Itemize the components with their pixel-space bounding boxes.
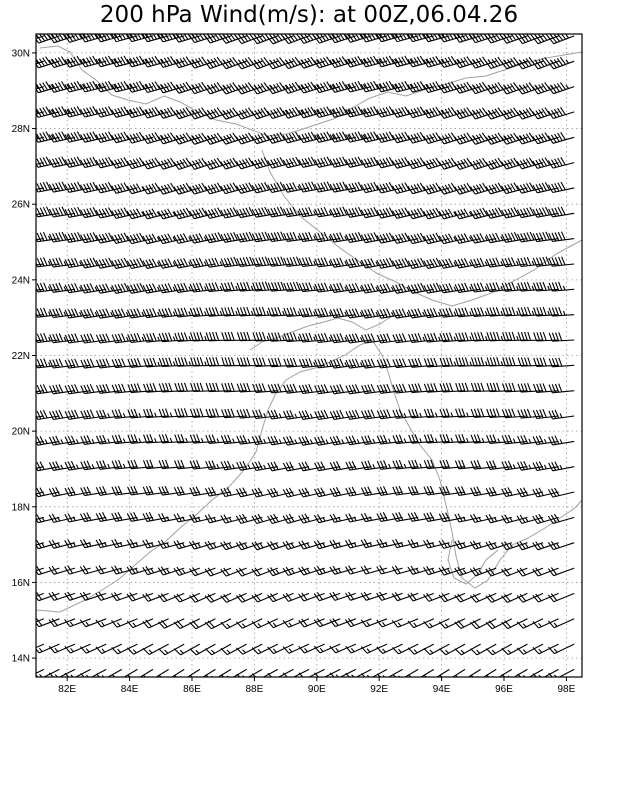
- wind-barb: [377, 539, 403, 547]
- wind-barb: [127, 539, 153, 548]
- wind-barb: [440, 669, 465, 681]
- wind-barb: [111, 592, 137, 600]
- y-tick-label: 26N: [11, 199, 30, 211]
- wind-barb: [268, 669, 294, 679]
- wind-barb: [439, 259, 465, 269]
- wind-barb: [392, 132, 418, 143]
- wind-barb: [361, 539, 387, 547]
- wind-barb: [455, 644, 481, 655]
- wind-barb: [455, 133, 481, 144]
- wind-barb: [127, 132, 153, 143]
- wind-barb: [424, 158, 450, 169]
- wind-barb: [548, 593, 574, 601]
- y-tick-label: 28N: [11, 124, 30, 136]
- x-tick-label: 86E: [183, 684, 201, 695]
- y-tick-label: 24N: [11, 275, 30, 287]
- wind-barb: [439, 133, 465, 144]
- wind-barb: [392, 183, 418, 194]
- wind-barb: [548, 619, 574, 628]
- wind-barb: [65, 461, 91, 470]
- wind-barb: [159, 669, 184, 681]
- wind-barb: [159, 644, 185, 655]
- wind-barb: [96, 106, 122, 117]
- wind-barb: [34, 488, 60, 497]
- wind-barb: [408, 539, 434, 548]
- wind-barb: [18, 488, 44, 497]
- map-title: 200 hPa Wind(m/s): at 00Z,06.04.26: [99, 2, 519, 28]
- wind-barb: [299, 462, 325, 471]
- wind-barb: [190, 158, 216, 169]
- wind-barb: [143, 669, 168, 681]
- wind-barb: [408, 158, 434, 169]
- wind-barb: [143, 132, 169, 143]
- wind-barb: [96, 644, 122, 653]
- wind-barb: [549, 644, 575, 654]
- wind-barb: [548, 488, 574, 497]
- wind-barb: [471, 233, 497, 243]
- x-tick-label: 92E: [370, 684, 389, 695]
- wind-barb: [439, 158, 465, 169]
- wind-barb: [299, 669, 325, 679]
- wind-barb: [315, 436, 341, 445]
- wind-barb: [361, 644, 387, 653]
- wind-barb: [361, 669, 387, 679]
- wind-barb: [112, 644, 138, 654]
- wind-barb: [112, 157, 138, 168]
- wind-barb: [158, 567, 184, 575]
- wind-barb: [518, 669, 544, 680]
- wind-barb: [315, 462, 341, 471]
- wind-barb: [346, 669, 372, 679]
- wind-barb: [65, 669, 91, 679]
- wind-barb: [393, 669, 418, 680]
- wind-barb: [377, 669, 403, 680]
- wind-barb: [190, 233, 216, 243]
- wind-barb: [112, 539, 138, 547]
- wind-barb: [190, 669, 215, 681]
- wind-barb: [548, 132, 574, 143]
- wind-barb: [361, 513, 387, 522]
- wind-barb: [548, 568, 574, 576]
- wind-barb: [81, 669, 107, 679]
- wind-barb: [158, 183, 184, 194]
- wind-barb: [502, 669, 528, 680]
- wind-barb: [252, 669, 278, 680]
- wind-barb: [392, 157, 418, 168]
- wind-barb: [143, 644, 169, 654]
- wind-barb: [175, 669, 200, 681]
- wind-barb: [127, 158, 153, 169]
- wind-barb: [549, 410, 574, 419]
- wind-barb: [549, 462, 575, 471]
- wind-barb: [346, 487, 372, 496]
- wind-barb: [143, 183, 169, 194]
- wind-barb: [455, 669, 480, 681]
- wind-barb: [315, 488, 341, 497]
- wind-barb: [268, 488, 294, 497]
- wind-barb: [112, 132, 138, 143]
- wind-barb: [408, 132, 434, 143]
- wind-barb: [205, 541, 231, 549]
- wind-barb: [408, 669, 433, 680]
- wind-barb: [548, 107, 574, 118]
- wind-barb: [81, 513, 107, 522]
- wind-barb: [174, 258, 200, 268]
- wind-barb: [549, 182, 575, 193]
- wind-barb: [49, 487, 75, 496]
- wind-barb: [174, 158, 200, 169]
- wind-barb: [330, 669, 356, 679]
- wind-barb: [548, 157, 574, 168]
- wind-barb: [158, 158, 184, 169]
- wind-barb: [34, 436, 60, 445]
- wind-barb: [96, 592, 122, 600]
- x-tick-label: 98E: [557, 684, 576, 695]
- wind-barb: [34, 462, 60, 471]
- x-tick-label: 82E: [58, 684, 77, 695]
- wind-barb: [424, 669, 449, 681]
- wind-barb: [424, 644, 450, 655]
- x-tick-label: 94E: [432, 684, 451, 695]
- wind-barb: [112, 669, 137, 680]
- wind-barb: [440, 644, 466, 655]
- wind-barb: [159, 259, 185, 269]
- wind-barb: [549, 436, 575, 445]
- x-tick-label: 84E: [120, 684, 139, 695]
- wind-barb: [549, 207, 575, 217]
- wind-barb: [377, 106, 403, 117]
- wind-barb: [283, 488, 309, 497]
- wind-barb: [393, 644, 419, 654]
- wind-barb: [471, 644, 497, 655]
- y-tick-label: 14N: [11, 653, 30, 665]
- wind-barb: [65, 487, 91, 496]
- y-tick-label: 18N: [11, 502, 30, 514]
- wind-barb: [283, 669, 309, 679]
- wind-barb: [377, 644, 403, 653]
- wind-barb: [49, 669, 75, 679]
- coastline: [36, 46, 582, 612]
- wind-barb: [299, 488, 325, 497]
- y-tick-label: 22N: [11, 351, 30, 362]
- wind-barb: [455, 158, 481, 169]
- y-tick-label: 20N: [11, 426, 30, 438]
- wind-barb: [408, 183, 434, 194]
- wind-barb: [393, 539, 419, 547]
- wind-barb: [346, 461, 371, 470]
- wind-barb: [471, 669, 496, 681]
- y-tick-label: 30N: [11, 48, 30, 60]
- wind-barb: [96, 669, 122, 680]
- wind-barb: [424, 133, 450, 144]
- wind-barb: [174, 644, 200, 655]
- x-tick-label: 96E: [495, 684, 513, 695]
- x-tick-label: 88E: [245, 684, 264, 695]
- wind-barb: [392, 592, 418, 600]
- wind-barb: [408, 107, 434, 118]
- wind-barb: [237, 669, 263, 680]
- wind-barb: [127, 644, 153, 654]
- map-axes: [12, 48, 576, 695]
- wind-barb: [487, 669, 512, 680]
- wind-barb: [408, 644, 434, 654]
- wind-barb: [18, 462, 44, 471]
- wind-barb: [206, 669, 231, 680]
- wind-barb: [80, 539, 106, 547]
- wind-barb: [486, 233, 512, 243]
- y-tick-label: 16N: [11, 577, 30, 589]
- wind-barb: [486, 644, 511, 655]
- wind-barb: [190, 644, 215, 655]
- x-tick-label: 90E: [307, 684, 326, 695]
- wind-barb: [206, 644, 232, 655]
- wind-barb: [221, 669, 247, 680]
- wind-barb: [439, 183, 465, 194]
- wind-barb: [143, 158, 169, 169]
- wind-barb: [424, 183, 450, 194]
- wind-barb: [377, 592, 403, 600]
- wind-barb: [128, 669, 153, 680]
- wind-barb: [330, 487, 356, 496]
- wind-barb: [549, 669, 575, 679]
- wind-barb: [96, 539, 122, 547]
